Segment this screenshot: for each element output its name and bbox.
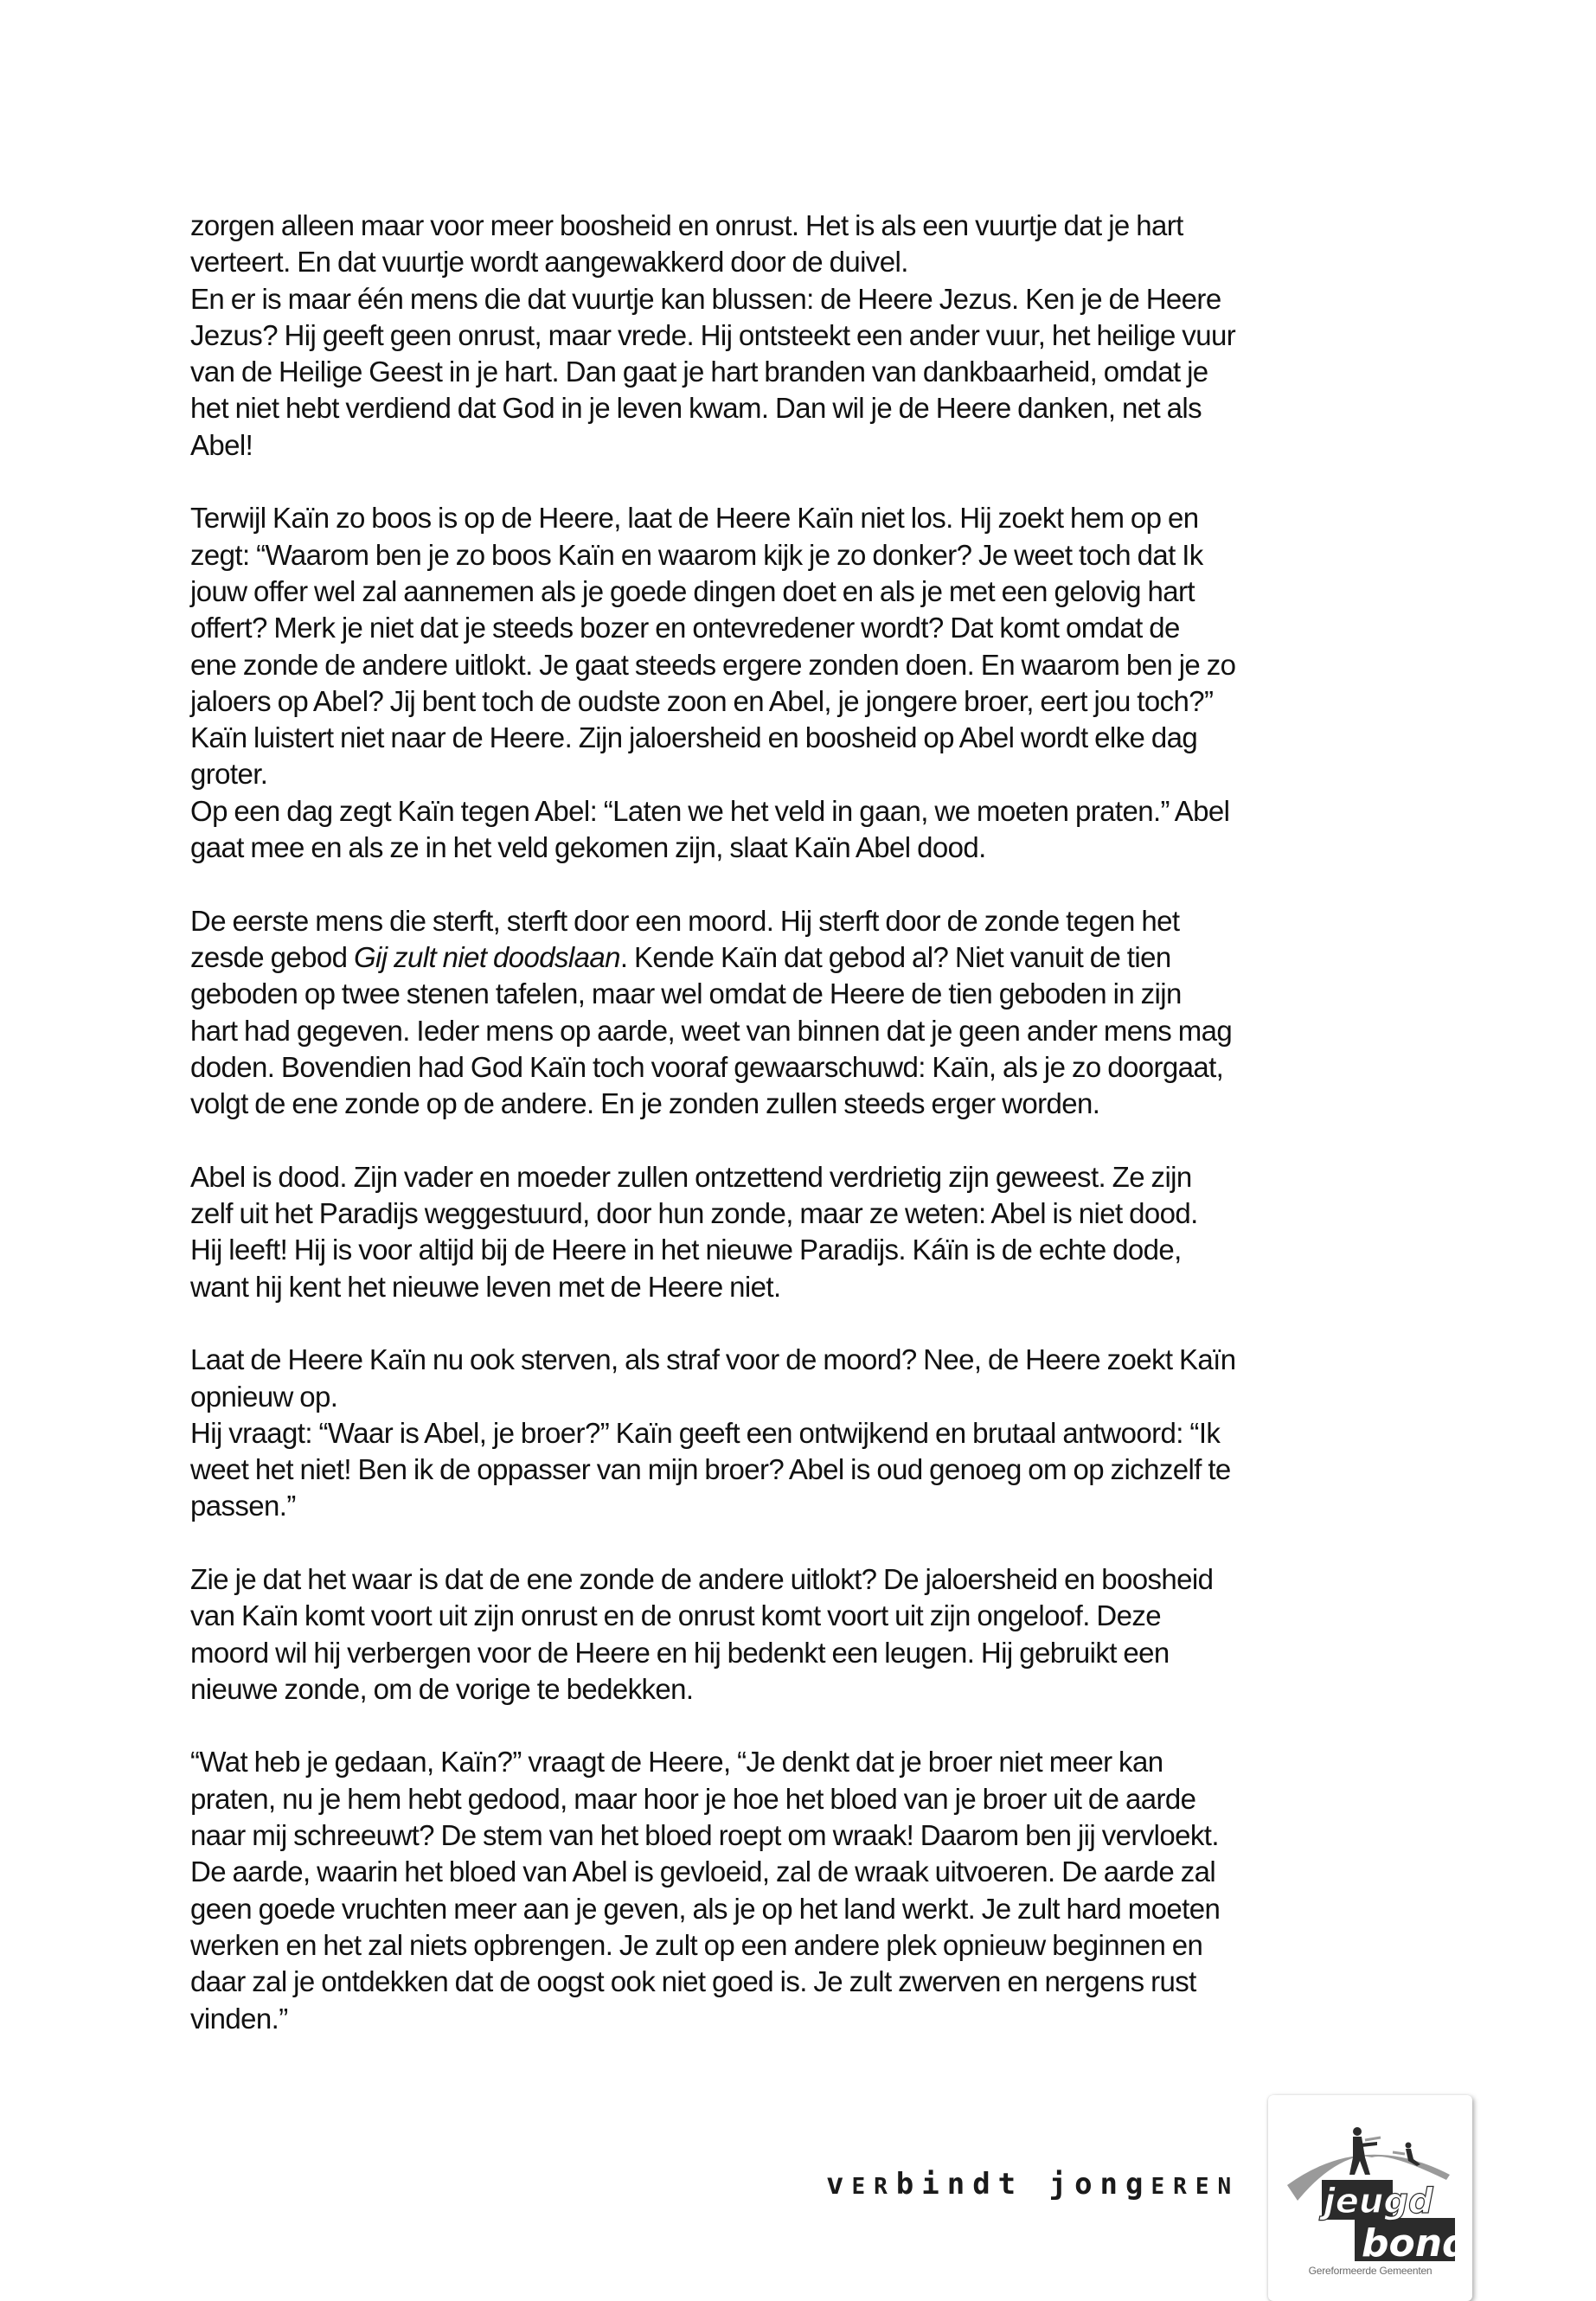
tagline-text: EREN — [1151, 2174, 1240, 2200]
text-line: van de Heilige Geest in je hart. Dan gaat je hart branden van dankbaarheid, omdat je — [190, 356, 1208, 388]
tagline-text: ER — [851, 2174, 896, 2200]
logo-word-bond: bond — [1362, 2221, 1470, 2266]
paragraph-5 — [190, 1342, 1436, 1524]
tagline-wordmark — [826, 2167, 1240, 2210]
text-line: groter. — [190, 758, 268, 791]
text-line: De aarde, waarin het bloed van Abel is gevloeid, zal de wraak uitvoeren. De aarde zal — [190, 1856, 1216, 1888]
text-line: offert? Merk je niet dat je steeds bozer en ontevredener wordt? Dat komt omdat de — [190, 612, 1180, 644]
paragraph-4 — [190, 1159, 1436, 1305]
text-line: jaloers op Abel? Jij bent toch de oudste zoon en Abel, je jongere broer, eert jou toch?” — [190, 684, 1214, 717]
text-line: En er is maar één mens die dat vuurtje kan blussen: de Heere Jezus. Ken je de Heere — [190, 282, 1221, 315]
text-line: Abel is dood. Zijn vader en moeder zullen ontzettend verdrietig zijn geweest. Ze zijn — [190, 1160, 1192, 1193]
text-line: moord wil hij verbergen voor de Heere en hij bedenkt een leugen. Hij gebruikt een — [190, 1636, 1170, 1669]
text-line: het niet hebt verdiend dat God in je leven kwam. Dan wil je de Heere danken, net als — [190, 392, 1202, 425]
tagline-text: g — [1125, 2167, 1151, 2202]
text-line: van Kaïn komt voort uit zijn onrust en de onrust komt voort uit zijn ongeloof. Deze — [190, 1599, 1161, 1632]
text-line: Jezus? Hij geeft geen onrust, maar vrede. Hij ontsteekt een ander vuur, het heilige vuur — [190, 318, 1236, 351]
logo-word-jeugd: jeugd — [1324, 2182, 1433, 2221]
text-run: . Kende Kaïn dat gebod al? Niet vanuit de tien — [619, 940, 1171, 973]
text-line: Kaïn luistert niet naar de Heere. Zijn jaloersheid en boosheid op Abel wordt elke dag — [190, 721, 1198, 754]
text-line: gaat mee en als ze in het veld gekomen zijn, slaat Kaïn Abel dood. — [190, 831, 986, 864]
text-line: weet het niet! Ben ik de oppasser van mijn broer? Abel is oud genoeg om op zichzelf te — [190, 1453, 1231, 1486]
text-line: naar mij schreeuwt? De stem van het bloed roept om wraak! Daarom ben jij vervloekt. — [190, 1819, 1219, 1852]
text-line: passen.” — [190, 1490, 296, 1522]
text-line: Hij leeft! Hij is voor altijd bij de Heere in het nieuwe Paradijs. Káïn is de echte dode, — [190, 1234, 1182, 1266]
text-line: Abel! — [190, 428, 253, 461]
paragraph-1 — [190, 208, 1436, 464]
two-figures-on-arc-icon — [1268, 2095, 1472, 2268]
paragraph-3 — [190, 903, 1436, 1123]
text-line: volgt de ene zonde op de andere. En je zonden zullen steeds erger worden. — [190, 1087, 1100, 1120]
text-line: werken en het zal niets opbrengen. Je zult op een andere plek opnieuw beginnen en — [190, 1928, 1203, 1961]
text-line: verteert. En dat vuurtje wordt aangewakkerd door de duivel. — [190, 246, 908, 279]
text-run: zesde gebod — [190, 940, 354, 973]
text-line: ene zonde de andere uitlokt. Je gaat steeds ergere zonden doen. En waarom ben je zo — [190, 648, 1236, 681]
text-line: De eerste mens die sterft, sterft door een moord. Hij sterft door de zonde tegen het — [190, 904, 1180, 937]
tagline-text: v — [826, 2167, 852, 2202]
text-line: zegt: “Waarom ben je zo boos Kaïn en waarom kijk je zo donker? Je weet toch dat Ik — [190, 538, 1203, 571]
text-line: zelf uit het Paradijs weggestuurd, door hun zonde, maar ze weten: Abel is niet dood. — [190, 1197, 1198, 1230]
text-line: doden. Bovendien had God Kaïn toch vooraf gewaarschuwd: Kaïn, als je zo doorgaat, — [190, 1050, 1224, 1083]
text-line: Hij vraagt: “Waar is Abel, je broer?” Kaïn geeft een ontwijkend en brutaal antwoord: “Ik — [190, 1416, 1221, 1449]
text-line: geboden op twee stenen tafelen, maar wel omdat de Heere de tien geboden in zijn — [190, 977, 1182, 1010]
text-line: opnieuw op. — [190, 1380, 338, 1413]
text-line: Terwijl Kaïn zo boos is op de Heere, laat de Heere Kaïn niet los. Hij zoekt hem op en — [190, 502, 1199, 535]
logo-subtitle: Gereformeerde Gemeenten — [1308, 2265, 1433, 2277]
paragraph-6 — [190, 1561, 1436, 1708]
text-line: daar zal je ontdekken dat de oogst ook niet goed is. Je zult zwerven en nergens rust — [190, 1965, 1196, 1998]
text-line: Op een dag zegt Kaïn tegen Abel: “Laten we het veld in gaan, we moeten praten.” Abel — [190, 794, 1230, 827]
text-line: “Wat heb je gedaan, Kaïn?” vraagt de Heere, “Je denkt dat je broer niet meer kan — [190, 1746, 1163, 1779]
text-line: want hij kent het nieuwe leven met de Heere niet. — [190, 1270, 781, 1303]
jeugdbond-logo — [1268, 2095, 1472, 2301]
paragraph-7 — [190, 1744, 1436, 2036]
text-line: praten, nu je hem hebt gedood, maar hoor je hoe het bloed van je broer uit de aarde — [190, 1782, 1196, 1815]
document-body — [190, 208, 1436, 2037]
tagline-text: bindt jon — [895, 2167, 1126, 2202]
text-line: hart had gegeven. Ieder mens op aarde, weet van binnen dat je geen ander mens mag — [190, 1014, 1233, 1047]
text-line-with-italic — [190, 939, 1436, 976]
text-line: zorgen alleen maar voor meer boosheid en onrust. Het is als een vuurtje dat je hart — [190, 209, 1183, 241]
text-line: jouw offer wel zal aannemen als je goede dingen doet en als je met een gelovig hart — [190, 574, 1195, 607]
text-line: vinden.” — [190, 2002, 288, 2035]
text-line: Zie je dat het waar is dat de ene zonde de andere uitlokt? De jaloersheid en boosheid — [190, 1562, 1214, 1595]
italic-commandment: Gij zult niet doodslaan — [353, 940, 620, 973]
text-line: Laat de Heere Kaïn nu ook sterven, als straf voor de moord? Nee, de Heere zoekt Kaïn — [190, 1343, 1236, 1376]
paragraph-2 — [190, 500, 1436, 866]
text-line: nieuwe zonde, om de vorige te bedekken. — [190, 1672, 694, 1705]
text-line: geen goede vruchten meer aan je geven, als je op het land werkt. Je zult hard moeten — [190, 1892, 1221, 1925]
